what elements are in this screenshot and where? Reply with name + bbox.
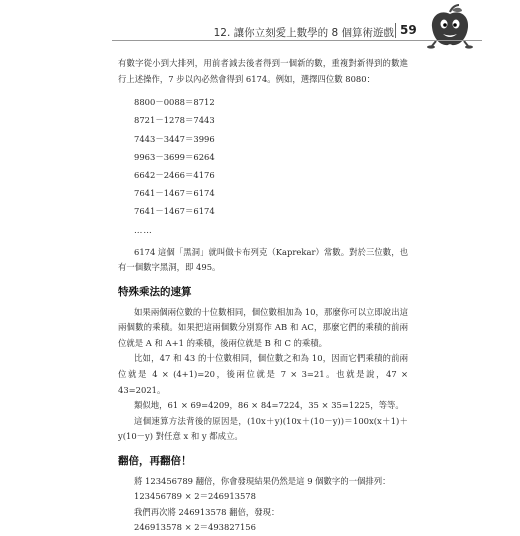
equation-line: 8800－0088＝8712 — [134, 97, 215, 108]
section-heading: 特殊乘法的速算 — [118, 286, 192, 298]
apple-mascot-icon — [426, 2, 474, 50]
equation-line: 8721－1278＝7443 — [134, 115, 215, 126]
kaprekar-steps — [118, 93, 408, 239]
page-number: 59 — [400, 23, 417, 37]
equation-line: 7641－1467＝6174 — [134, 206, 215, 217]
example-paragraph: 比如，47 和 43 的十位數相同，個位數之和為 10，因而它們乘積的前兩位就是 4 × (4+1)=20，後兩位就是 7 × 3=21。也就是說，47 × 43=2021。 — [118, 353, 408, 395]
section-heading: 翻倍，再翻倍！ — [118, 454, 192, 467]
chapter-title: 12. 讓你立刻愛上數學的 8 個算術遊戲 — [213, 27, 394, 39]
page-body — [118, 56, 408, 536]
formula-paragraph: 這個速算方法背後的原因是，(10x＋y)(10x＋(10－y))＝100x(x＋1)＋y(10－y) 對任意 x 和 y 都成立。 — [118, 415, 408, 442]
doubling-again-paragraph: 我們再次將 246913578 翻倍，發現： — [134, 506, 280, 517]
equation-line: 7443－3447＝3996 — [134, 133, 215, 144]
header-rule — [112, 40, 482, 41]
running-header — [0, 0, 520, 46]
doubling-paragraph: 將 123456789 翻倍，你會發現結果仍然是這 9 個數字的一個排列： — [134, 475, 391, 486]
intro-paragraph: 有數字從小到大排列，用前者減去後者得到一個新的數，重複對新得到的數進行上述操作，7 步以內必然會得到 6174。例如，選擇四位數 8080： — [118, 58, 408, 84]
equation-line: 246913578 × 2＝493827156 — [134, 522, 256, 533]
similar-examples-paragraph: 類似地，61 × 69=4209，86 × 84=7224，35 × 35=1225，等等。 — [134, 400, 404, 411]
header-separator — [395, 23, 396, 38]
ellipsis: …… — [134, 224, 153, 235]
equation-line: 7641－1467＝6174 — [134, 188, 215, 199]
equation-line: 6642－2466＝4176 — [134, 170, 215, 180]
equation-line: 123456789 × 2＝246913578 — [134, 491, 256, 502]
equation-line: 9963－3699＝6264 — [134, 151, 215, 162]
blackhole-paragraph: 6174 這個「黑洞」就叫做卡布列克（Kaprekar）常數。對於三位數，也有一個數字黑洞，即 495。 — [118, 246, 408, 273]
multiplication-rule-paragraph: 如果兩個兩位數的十位數相同，個位數相加為 10，那麼你可以立即說出這兩個數的乘積。如果把這兩個數分別寫作 AB 和 AC，那麼它們的乘積的前兩位就是 A 和 A+1 的乘積，後兩位就是 B 和 C 的乘積。 — [118, 306, 408, 348]
